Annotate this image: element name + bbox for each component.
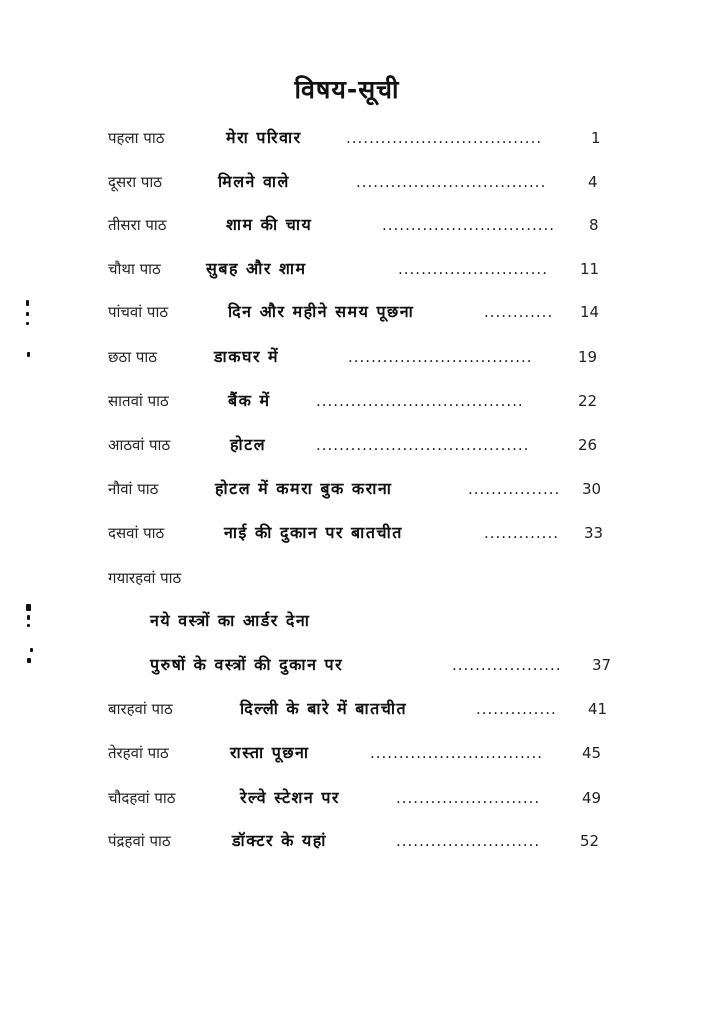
scan-mark xyxy=(27,658,31,663)
dot-leader: ................... xyxy=(452,656,562,674)
topic-title: नये वस्त्रों का आर्डर देना xyxy=(150,611,311,630)
page-number: 52 xyxy=(580,832,600,850)
topic-title: मिलने वाले xyxy=(218,172,290,191)
page-number: 1 xyxy=(591,129,601,147)
topic-title: होटल में कमरा बुक कराना xyxy=(215,479,393,498)
page-number: 26 xyxy=(578,436,598,454)
lesson-label: गयारहवां पाठ xyxy=(108,569,182,587)
toc-entry xyxy=(0,474,714,504)
lesson-label: दसवां पाठ xyxy=(108,524,165,542)
topic-title: रेल्वे स्टेशन पर xyxy=(240,788,340,807)
topic-title: डॉक्टर के यहां xyxy=(232,831,327,850)
toc-entry xyxy=(0,386,714,416)
toc-entry xyxy=(0,430,714,460)
lesson-label: आठवां पाठ xyxy=(108,436,171,454)
dot-leader: .................................... xyxy=(316,392,524,410)
dot-leader: ............. xyxy=(484,524,559,542)
lesson-label: बारहवां पाठ xyxy=(108,700,173,718)
page-number: 8 xyxy=(589,216,599,234)
dot-leader: .............................. xyxy=(382,216,556,234)
topic-title: सुबह और शाम xyxy=(206,259,307,278)
toc-entry xyxy=(0,518,714,548)
dot-leader: ......................... xyxy=(396,789,541,807)
toc-subentry xyxy=(0,650,714,680)
lesson-label: चौदहवां पाठ xyxy=(108,789,176,807)
toc-entry xyxy=(0,563,714,593)
scan-mark xyxy=(26,312,29,316)
dot-leader: ............ xyxy=(484,303,554,321)
page-number: 45 xyxy=(582,744,602,762)
scan-mark xyxy=(30,648,33,652)
dot-leader: ......................... xyxy=(396,832,541,850)
lesson-label: चौथा पाठ xyxy=(108,260,161,278)
toc-entry xyxy=(0,123,714,153)
dot-leader: .............. xyxy=(476,700,557,718)
scan-mark xyxy=(26,322,29,325)
topic-title: रास्ता पूछना xyxy=(230,743,310,762)
topic-title: दिल्ली के बारे में बातचीत xyxy=(240,699,408,718)
topic-title: नाई की दुकान पर बातचीत xyxy=(224,523,403,542)
toc-entry xyxy=(0,210,714,240)
toc-entry xyxy=(0,167,714,197)
topic-title: बैंक में xyxy=(228,391,271,410)
scan-mark xyxy=(26,300,29,306)
page-number: 37 xyxy=(592,656,612,674)
toc-entry xyxy=(0,694,714,724)
lesson-label: नौवां पाठ xyxy=(108,480,159,498)
page-number: 33 xyxy=(584,524,604,542)
page-number: 22 xyxy=(578,392,598,410)
page-number: 4 xyxy=(588,173,598,191)
lesson-label: पंद्रहवां पाठ xyxy=(108,832,171,850)
topic-title: होटल xyxy=(230,435,267,454)
page-number: 11 xyxy=(580,260,600,278)
lesson-label: पांचवां पाठ xyxy=(108,303,169,321)
lesson-label: सातवां पाठ xyxy=(108,392,169,410)
page-number: 41 xyxy=(588,700,608,718)
lesson-label: छठा पाठ xyxy=(108,348,158,366)
lesson-label: पहला पाठ xyxy=(108,129,165,147)
page-number: 30 xyxy=(582,480,602,498)
page-title: विषय-सूची xyxy=(294,75,400,104)
page-number: 19 xyxy=(578,348,598,366)
toc-entry xyxy=(0,342,714,372)
topic-title: मेरा परिवार xyxy=(226,128,302,147)
topic-title: पुरुषों के वस्त्रों की दुकान पर xyxy=(150,655,344,674)
lesson-label: दूसरा पाठ xyxy=(108,173,163,191)
dot-leader: .............................. xyxy=(370,744,544,762)
page-number: 49 xyxy=(582,789,602,807)
toc-entry xyxy=(0,783,714,813)
scan-mark xyxy=(26,604,31,611)
toc-subentry xyxy=(0,606,714,636)
dot-leader: ................ xyxy=(468,480,561,498)
toc-entry xyxy=(0,826,714,856)
topic-title: दिन और महीने समय पूछना xyxy=(228,302,415,321)
dot-leader: .......................... xyxy=(398,260,548,278)
lesson-label: तेरहवां पाठ xyxy=(108,744,169,762)
toc-entry xyxy=(0,297,714,327)
dot-leader: ................................ xyxy=(348,348,533,366)
toc-entry xyxy=(0,738,714,768)
scan-mark xyxy=(27,615,30,620)
topic-title: डाकघर में xyxy=(214,347,280,366)
lesson-label: तीसरा पाठ xyxy=(108,216,167,234)
scan-mark xyxy=(27,624,30,627)
scan-mark xyxy=(27,352,30,357)
toc-entry xyxy=(0,254,714,284)
page-number: 14 xyxy=(580,303,600,321)
dot-leader: ..................................... xyxy=(316,436,530,454)
topic-title: शाम की चाय xyxy=(226,215,313,234)
dot-leader: ................................. xyxy=(356,173,547,191)
dot-leader: .................................. xyxy=(346,129,543,147)
